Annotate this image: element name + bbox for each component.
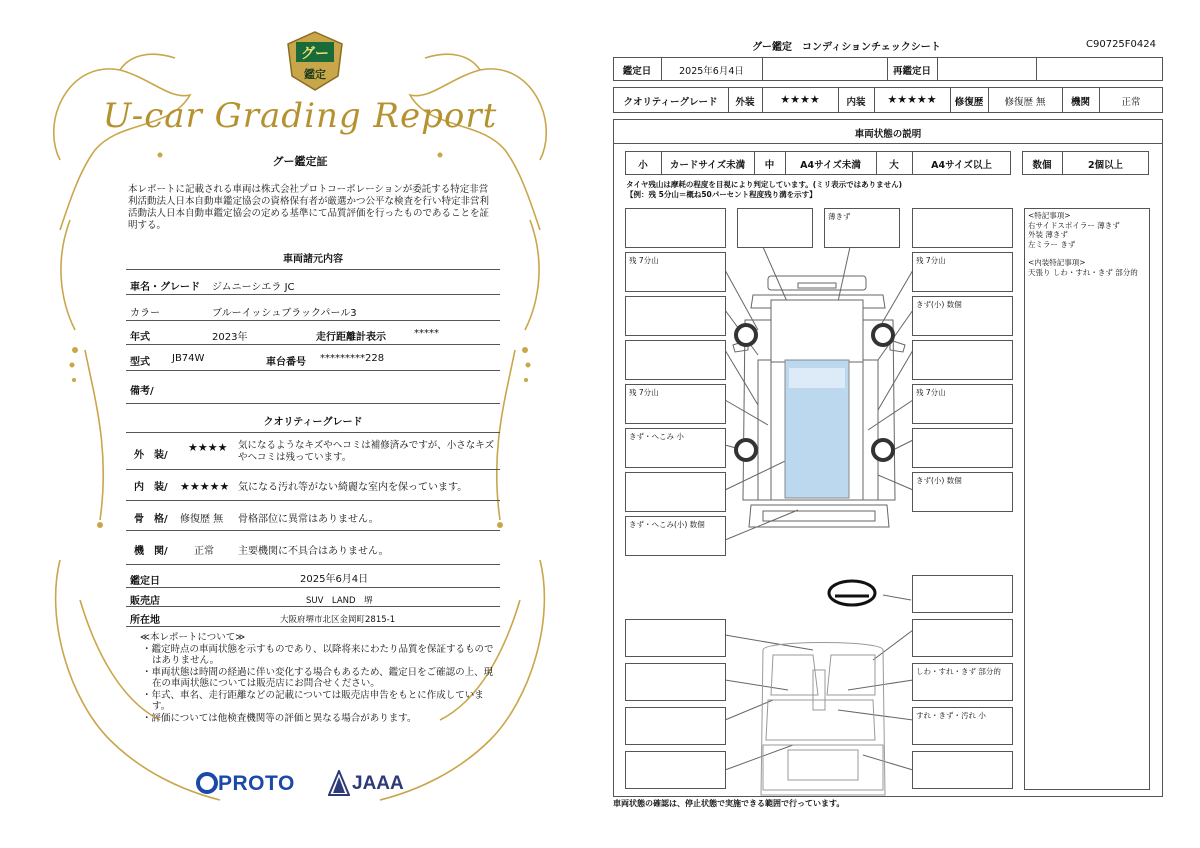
note-item: ・年式、車名、走行距離などの記載については販売店申告をもとに作成しています。 [142,689,484,712]
reappraisal-label: 再鑑定日 [892,66,931,77]
box-left-rear: きず・へこみ 小 [629,432,684,441]
box-tire-rr: 残 7分山 [916,388,946,397]
divider [126,344,500,345]
engine-value: 正常 [1121,97,1141,108]
year-label: 年式 [130,332,150,343]
note-box [625,619,726,657]
model-label: 型式 [130,357,150,368]
divider [126,626,500,627]
repair-label: 修復歴 [954,97,984,108]
int-label: 内装 [846,97,866,108]
interior-text: 気になる汚れ等がない綺麗な室内を保っています。 [238,482,468,493]
goo-badge-icon [284,30,346,92]
engine-value: 正常 [194,546,214,557]
count-label: 数個 [1032,160,1052,171]
int-stars: ★★★★★ [887,93,937,106]
date-label: 鑑定日 [130,576,160,587]
dealer-label: 販売店 [130,596,160,607]
special-ext-line: 左ミラー きず [1028,239,1076,249]
divider [126,432,500,433]
note-box [912,252,1013,292]
special-int-line: 天張り しわ・すれ・きず 部分的 [1028,267,1138,277]
size-mid: 中 [764,160,775,171]
size-small-desc: カードサイズ未満 [669,160,746,171]
note-box [625,516,726,556]
count-value: 2個以上 [1087,160,1124,171]
model-value: JB74W [172,353,205,364]
grade-label: クオリティーグレード [623,97,718,108]
remarks-label: 備考/ [130,386,154,397]
section-title: 車両状態の説明 [854,129,922,140]
dealer-value: SUV LAND 堺 [306,596,373,606]
note-box [912,340,1013,380]
box-tire-fr: 残 7分山 [916,256,946,265]
divider [126,269,500,270]
certificate-title: U-car Grading Report [102,96,498,136]
note-box [912,619,1013,657]
engine-label: 機 関/ [134,546,168,557]
sheet-footer: 車両状態の確認は、停止状態で実施できる範囲で行っています。 [613,799,845,808]
note-item: ・評価については他検査機関等の評価と異なる場合があります。 [142,712,417,724]
mileage-value: ***** [414,328,439,339]
proto-logo: PROTO [218,772,295,795]
divider [126,500,500,501]
box-right-rear: きず(小) 数個 [916,476,962,485]
report-notes [140,632,500,724]
box-rear-bottom: きず・へこみ(小) 数個 [629,520,705,529]
special-int-title: <内装特記事項> [1028,258,1086,267]
divider [1036,57,1037,81]
special-ext-line: 右サイドスポイラー 薄きず [1028,220,1120,230]
note-box [912,707,1013,745]
note-item: ・車両状態は時間の経過に伴い変化する場合もあるため、鑑定日をご確認の上、現在の車両状態については販売店にお問合せください。 [142,666,494,689]
svg-text:グー: グー [301,46,329,62]
date-value: 2025年6月4日 [300,574,369,585]
exterior-stars: ★★★★ [188,441,228,454]
note-item: ・鑑定時点の車両状態を示すものであり、以降将来にわたり品質を保証するものではありません。 [142,643,494,666]
divider [126,370,500,371]
note-box [625,663,726,701]
divider [126,320,500,321]
box-int-right2: すれ・きず・汚れ 小 [916,711,986,720]
notes-title: ≪本レポートについて≫ [140,632,246,643]
engine-text: 主要機関に不具合はありません。 [238,546,389,557]
divider [126,403,500,404]
note-box [824,208,900,248]
size-mid-desc: A4サイズ未満 [800,160,861,171]
note-box [912,384,1013,424]
spec-heading: 車両諸元内容 [283,254,343,265]
box-right-side: きず(小) 数個 [916,300,962,309]
exterior-text: 気になるようなキズやヘコミは補修済みですが、小さなキズやヘコミは残っています。 [238,440,495,463]
tire-note-1: タイヤ残山は摩耗の程度を目視により判定しています。(ミリ表示ではありません) [626,180,903,189]
mileage-label: 走行距離計表示 [316,332,386,343]
svg-text:鑑定: 鑑定 [304,68,326,81]
note-box [912,428,1013,468]
box-tire-fl: 残 7分山 [629,256,659,265]
color-value: ブルーイッシュブラックパール3 [212,308,357,319]
note-box [625,252,726,292]
note-box [912,663,1013,701]
chassis-label: 車台番号 [266,357,306,368]
certificate-intro: 本レポートに記載される車両は株式会社プロトコーポレーションが委託する特定非営利活動法人日本自動車鑑定協会の資格保有者が厳選かつ公平な検査を行い特定非営利活動法人日本自動車鑑定協会の定める基準にて品質評価を行ったものであることを証明する。 [128,184,490,231]
tire-note-2: 【例：残 5分山＝概ね50パーセント程度残り溝を示す】 [626,190,817,199]
divider [126,530,500,531]
note-box [912,751,1013,789]
divider [126,294,500,295]
divider [126,564,500,565]
box-int-right1: しわ・すれ・きず 部分的 [916,667,1001,676]
divider [937,57,938,81]
engine-label: 機関 [1070,97,1090,108]
divider [762,57,763,81]
note-box [912,296,1013,336]
interior-label: 内 装/ [134,482,168,493]
note-box [912,472,1013,512]
frame-value: 修復歴 無 [180,514,224,525]
note-box [737,208,813,248]
repair-value: 修復歴 無 [1004,97,1046,108]
quality-heading: クオリティーグレード [263,417,363,428]
note-box [625,340,726,380]
note-box [912,208,1013,248]
color-label: カラー [130,308,160,319]
address-label: 所在地 [130,615,160,626]
divider [126,606,500,607]
note-box [625,296,726,336]
size-small: 小 [638,160,648,171]
box-front-right: 薄きず [828,212,851,221]
special-ext-line: 外装 薄きず [1028,230,1068,239]
frame-text: 骨格部位に異常はありません。 [238,514,379,525]
frame-label: 骨 格/ [134,514,168,525]
name-label: 車名・グレード [130,282,200,293]
exterior-label: 外 装/ [134,450,168,461]
sheet-date-value: 2025年6月4日 [679,66,744,77]
size-large-desc: A4サイズ以上 [931,160,992,171]
ext-stars: ★★★★ [780,93,820,106]
note-box [625,707,726,745]
note-box [912,575,1013,613]
chassis-value: *********228 [320,353,385,364]
sheet-date-label: 鑑定日 [622,66,652,77]
jaaa-logo-icon [328,770,350,796]
box-tire-rl: 残 7分山 [629,388,659,397]
address-value: 大阪府堺市北区金岡町2815-1 [280,615,396,625]
note-box [625,472,726,512]
note-box [625,428,726,468]
note-box [625,751,726,789]
proto-logo-icon [196,772,218,794]
sheet-title: グー鑑定 コンディションチェックシート [752,42,941,53]
jaaa-logo: JAAA [352,773,404,794]
note-box [625,208,726,248]
certificate-subtitle: グー鑑定証 [272,155,328,168]
special-ext-title: <特記事項> [1028,211,1071,220]
year-value: 2023年 [212,332,248,343]
divider [613,143,1163,144]
sheet-code: C90725F0424 [1086,39,1156,50]
ext-label: 外装 [735,97,755,108]
special-notes-box [1024,208,1150,790]
size-large: 大 [889,160,899,171]
interior-stars: ★★★★★ [180,480,230,493]
divider [126,587,500,588]
note-box [625,384,726,424]
name-value: ジムニーシエラ JC [212,282,295,293]
divider [126,469,500,470]
